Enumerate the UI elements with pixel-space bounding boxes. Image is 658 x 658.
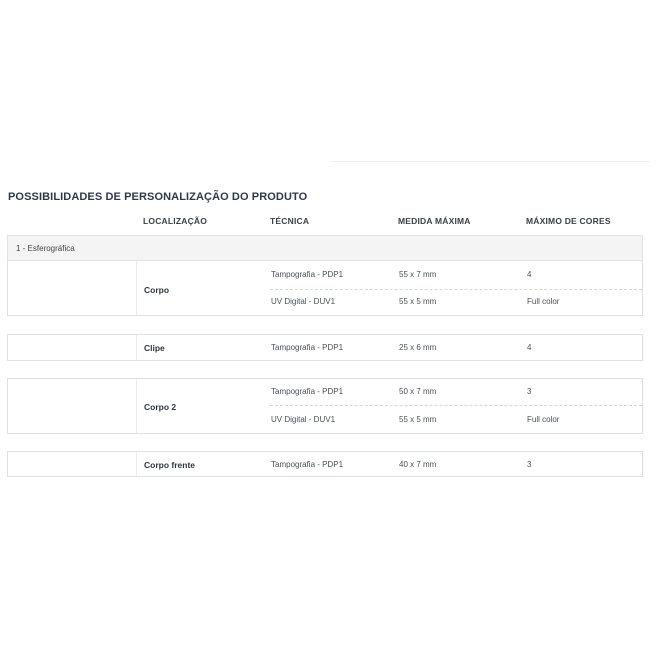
technique-cell: Tampografia - PDP1: [271, 343, 344, 352]
technique-cell: UV Digital - DUV1: [271, 415, 336, 424]
technique-cell: UV Digital - DUV1: [271, 297, 336, 306]
size-cell: 55 x 5 mm: [399, 415, 437, 424]
colors-cell: 3: [527, 387, 532, 396]
product-name: 1 - Esferográfica: [16, 244, 75, 253]
colors-cell: 3: [527, 460, 532, 469]
location-label: Corpo: [144, 285, 170, 295]
colors-cell: 4: [527, 343, 532, 352]
size-cell: 40 x 7 mm: [399, 460, 437, 469]
location-label: Corpo 2: [144, 402, 177, 412]
group-spacer: [8, 261, 137, 315]
location-group-corpo-2: [7, 378, 643, 434]
column-header-max-colors: MÁXIMO DE CORES: [526, 216, 611, 226]
product-row: [7, 235, 643, 261]
location-label: Clipe: [144, 343, 165, 353]
group-spacer: [8, 379, 137, 433]
technique-cell: Tampografia - PDP1: [271, 270, 344, 279]
size-cell: 55 x 5 mm: [399, 297, 437, 306]
column-header-technique: TÉCNICA: [270, 216, 310, 226]
row-divider: [270, 405, 642, 406]
location-group-corpo: [7, 261, 643, 316]
row-divider: [270, 289, 642, 290]
technique-cell: Tampografia - PDP1: [271, 387, 344, 396]
section-title: POSSIBILIDADES DE PERSONALIZAÇÃO DO PRODUTO: [8, 191, 308, 203]
group-spacer: [8, 452, 137, 476]
location-group-corpo-frente: [7, 451, 643, 477]
size-cell: 55 x 7 mm: [399, 270, 437, 279]
technique-cell: Tampografia - PDP1: [271, 460, 344, 469]
column-header-location: LOCALIZAÇÃO: [143, 216, 208, 226]
size-cell: 50 x 7 mm: [399, 387, 437, 396]
group-spacer: [8, 335, 137, 360]
size-cell: 25 x 6 mm: [399, 343, 437, 352]
top-divider: [330, 161, 650, 162]
column-header-max-size: MEDIDA MÁXIMA: [398, 216, 471, 226]
colors-cell: Full color: [527, 415, 560, 424]
location-group-clipe: [7, 334, 643, 361]
colors-cell: 4: [527, 270, 532, 279]
location-label: Corpo frente: [144, 460, 195, 470]
colors-cell: Full color: [527, 297, 560, 306]
